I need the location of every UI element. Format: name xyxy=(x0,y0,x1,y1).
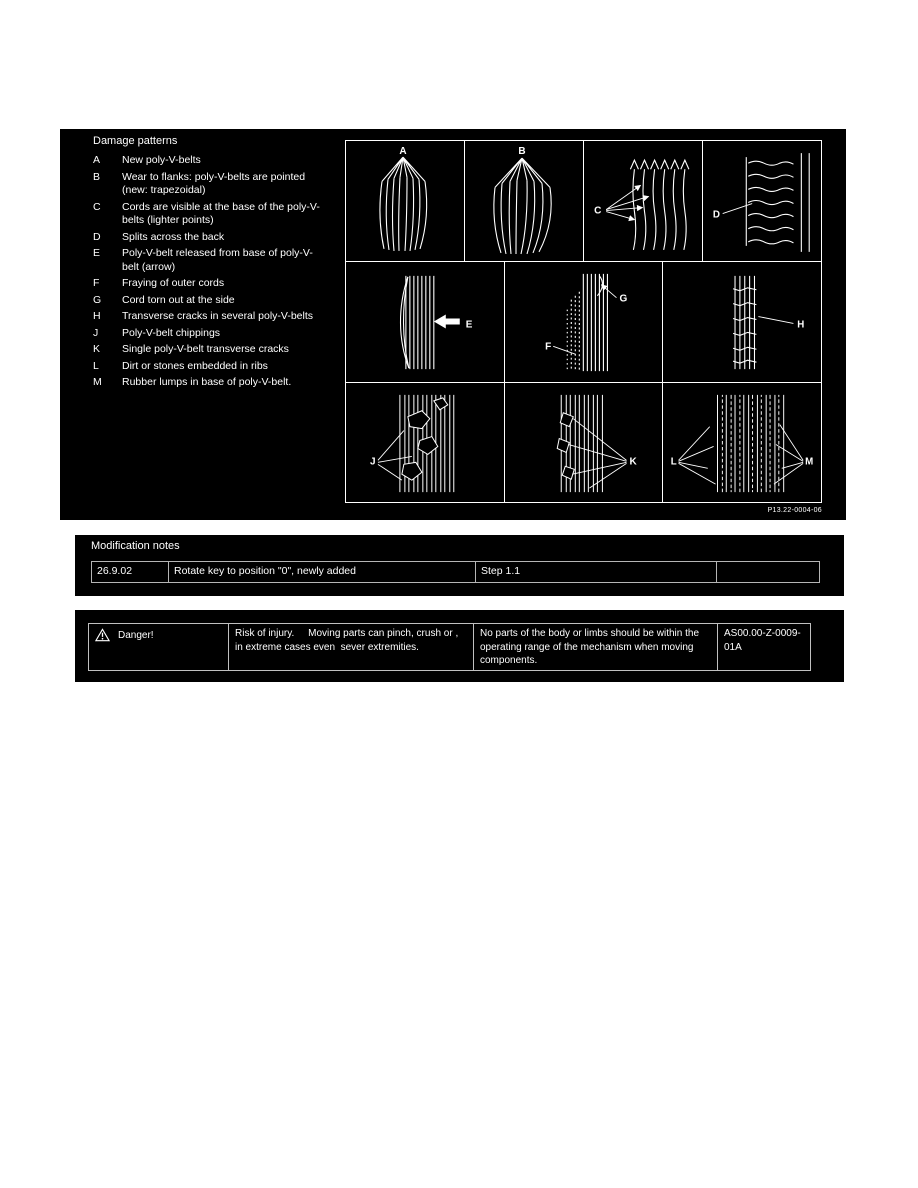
danger-risk-cell: Risk of injury. Moving parts can pinch, crush or , in extreme cases even sever extremities. xyxy=(228,624,473,670)
belt-label-b: B xyxy=(518,146,526,158)
modification-extra-cell xyxy=(716,562,819,582)
belt-illustration-a xyxy=(346,141,465,261)
belt-label-e: E xyxy=(465,319,473,331)
legend-item-a xyxy=(93,154,353,168)
warning-triangle-icon xyxy=(95,628,110,642)
legend-text: Dirt or stones embedded in ribs xyxy=(122,359,268,372)
new-belt-icon xyxy=(346,141,464,261)
belt-label-j: J xyxy=(369,456,376,468)
belt-illustration-b xyxy=(465,141,584,261)
belt-label-d: D xyxy=(712,209,720,221)
legend-key: M xyxy=(93,376,102,388)
chippings-icon xyxy=(346,383,504,502)
modification-notes-section xyxy=(75,535,844,596)
belt-label-f: F xyxy=(544,341,551,353)
danger-label-cell xyxy=(89,624,228,670)
legend-key: G xyxy=(93,293,102,306)
legend-text: Rubber lumps in base of poly-V-belt. xyxy=(122,376,292,388)
belt-label-m: M xyxy=(805,456,814,468)
danger-label: Danger! xyxy=(118,630,154,641)
legend-key: J xyxy=(93,326,99,339)
legend-key: A xyxy=(93,154,101,166)
legend-text: Poly-V-belt chippings xyxy=(122,326,221,339)
released-belt-icon xyxy=(346,262,504,382)
grid-row-3 xyxy=(346,383,821,502)
legend-key: K xyxy=(93,343,101,355)
legend-item-g xyxy=(93,294,353,308)
belt-label-c: C xyxy=(594,205,602,217)
single-cracks-icon xyxy=(505,383,663,502)
belt-damage-grid xyxy=(345,140,822,503)
legend-key: D xyxy=(93,230,101,243)
belt-illustration-h xyxy=(663,262,821,382)
modification-note-cell: Rotate key to position "0", newly added xyxy=(168,562,475,582)
legend-item-l xyxy=(93,360,353,374)
legend-text: Transverse cracks in several poly-V-belts xyxy=(122,310,314,322)
legend-text: Poly-V-belt released from base of poly-V-belt (arrow) xyxy=(122,247,313,273)
damage-patterns-figure xyxy=(60,129,846,520)
legend-item-b xyxy=(93,171,353,198)
legend-item-m xyxy=(93,376,353,390)
legend-text: Cord torn out at the side xyxy=(122,293,235,306)
dirt-rubber-lumps-icon xyxy=(663,383,821,502)
belt-illustration-lm xyxy=(663,383,821,502)
belt-illustration-fg xyxy=(505,262,664,382)
belt-label-h: H xyxy=(797,319,805,331)
legend-item-e xyxy=(93,247,353,274)
belt-label-l: L xyxy=(671,456,678,468)
danger-warning-table xyxy=(88,623,811,671)
grid-row-2 xyxy=(346,262,821,383)
belt-illustration-k xyxy=(505,383,664,502)
legend-key: F xyxy=(93,277,100,289)
legend-text: Single poly-V-belt transverse cracks xyxy=(122,343,289,355)
damage-patterns-legend xyxy=(93,154,353,393)
belt-label-k: K xyxy=(629,456,637,468)
legend-item-d xyxy=(93,231,353,245)
legend-key: E xyxy=(93,247,101,259)
belt-illustration-d xyxy=(703,141,821,261)
legend-key: H xyxy=(93,310,101,322)
belt-illustration-e xyxy=(346,262,505,382)
figure-title: Damage patterns xyxy=(93,135,178,147)
legend-item-k xyxy=(93,343,353,357)
legend-key: L xyxy=(93,359,99,372)
legend-item-c xyxy=(93,201,353,228)
legend-key: C xyxy=(93,200,101,213)
transverse-cracks-icon xyxy=(663,262,821,382)
modification-date-cell: 26.9.02 xyxy=(97,565,133,577)
belt-illustration-c xyxy=(584,141,703,261)
figure-reference-code: P13.22-0004-06 xyxy=(767,507,822,514)
legend-key: B xyxy=(93,170,101,183)
danger-warning-section xyxy=(75,610,844,682)
legend-item-h xyxy=(93,310,353,324)
modification-notes-table xyxy=(91,561,820,583)
belt-illustration-j xyxy=(346,383,505,502)
back-splits-icon xyxy=(703,141,821,261)
legend-text: Fraying of outer cords xyxy=(122,277,225,289)
legend-text: New poly-V-belts xyxy=(122,154,201,166)
legend-text: Splits across the back xyxy=(122,230,225,243)
legend-text: Cords are visible at the base of the poly-V-belts (lighter points) xyxy=(122,200,320,226)
legend-text: Wear to flanks: poly-V-belts are pointed (new: trapezoidal) xyxy=(122,170,306,196)
modification-notes-title: Modification notes xyxy=(91,540,180,552)
legend-item-j xyxy=(93,327,353,341)
grid-row-1 xyxy=(346,141,821,262)
worn-flanks-icon xyxy=(465,141,583,261)
belt-label-a: A xyxy=(399,146,407,158)
danger-document-code-cell: AS00.00-Z-0009-01A xyxy=(717,624,810,670)
visible-cords-icon xyxy=(584,141,702,261)
belt-label-g: G xyxy=(619,293,627,305)
danger-precaution-cell: No parts of the body or limbs should be within the operating range of the mechanism when moving components. xyxy=(473,624,717,670)
fraying-torn-cord-icon xyxy=(505,262,663,382)
legend-item-f xyxy=(93,277,353,291)
modification-step-cell: Step 1.1 xyxy=(475,562,716,582)
